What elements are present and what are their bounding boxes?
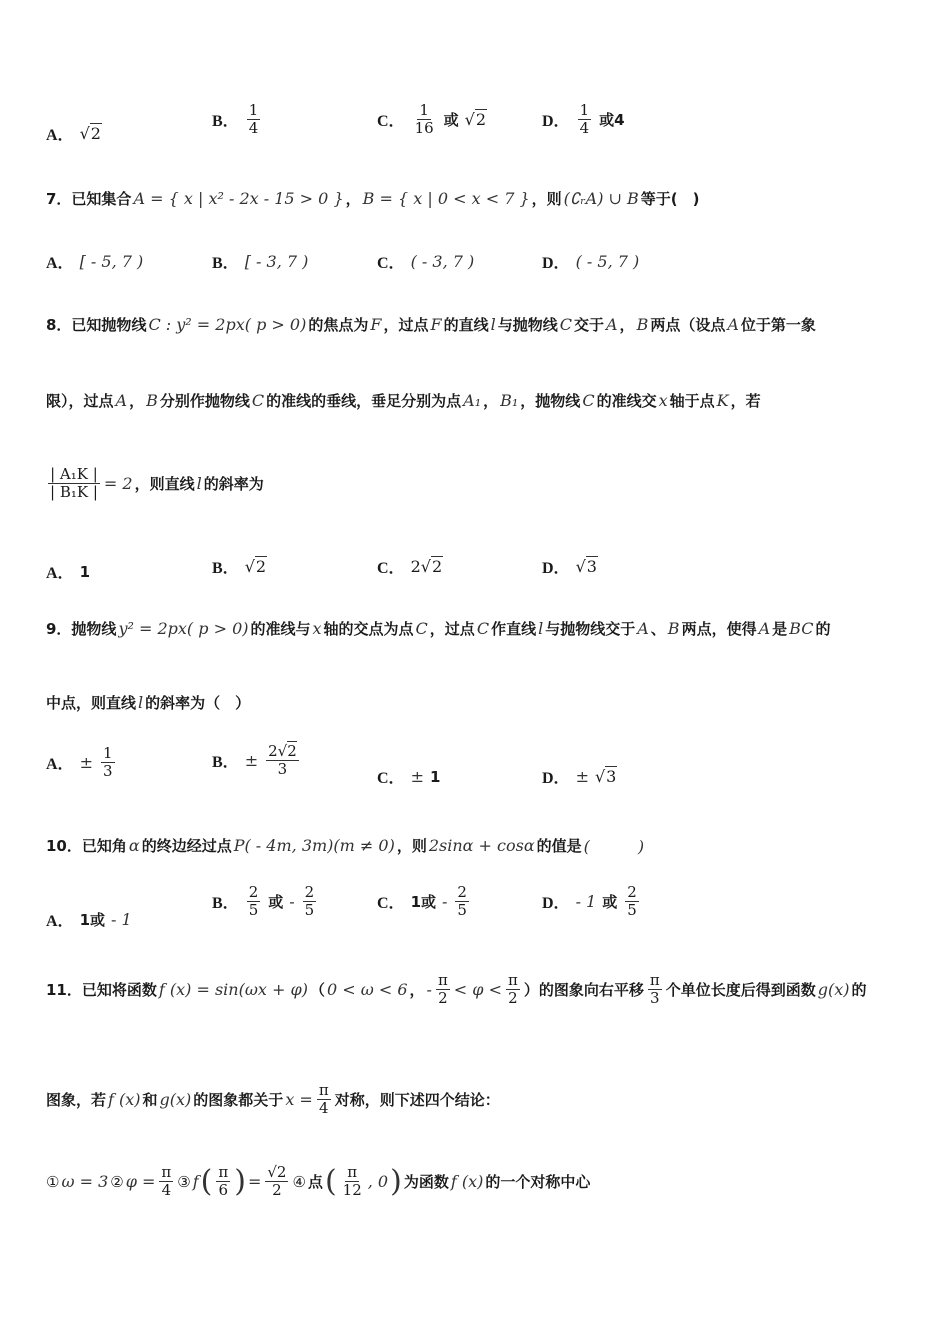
fraction: $\frac{2}{5}$ xyxy=(248,883,259,920)
q10-option-d: D． - 1 或 $\frac{2}{5}$ xyxy=(542,883,637,920)
q6-option-d: D． $\frac{1}{4}$ 或4 xyxy=(542,101,625,138)
q9-option-a: A． ± $\frac{1}{3}$ xyxy=(46,744,113,781)
q10-option-a: A． 1或 - 1 xyxy=(46,910,132,930)
fraction: $\frac{\pi}{6}$ xyxy=(218,1163,229,1200)
fraction: $\frac{\pi}{2}$ xyxy=(437,971,448,1008)
fraction: $\frac{√2}{2}$ xyxy=(267,1163,287,1200)
q10-option-b: B． $\frac{2}{5}$ 或 - $\frac{2}{5}$ xyxy=(212,883,315,920)
fraction: $\frac{1}{16}$ xyxy=(414,101,434,138)
q7-option-b: B． [ - 3, 7 ) xyxy=(212,252,309,272)
q7-stem: 7．已知集合 A = { x | x² - 2x - 15 > 0 } ， B = { x | 0 < x < 7 } ，则 (∁ᵣA) ∪ B 等于( ) xyxy=(46,189,700,208)
sqrt: √2 xyxy=(464,110,487,130)
fraction: $\frac{\pi}{4}$ xyxy=(161,1163,172,1200)
sqrt: √2 xyxy=(244,557,267,576)
q9-option-c: C． ± 1 xyxy=(377,767,441,787)
sqrt: √2 xyxy=(79,124,101,143)
fraction: $\frac{\pi}{4}$ xyxy=(318,1081,329,1118)
fraction: $\frac{2√2}{3}$ xyxy=(268,742,297,779)
q8-option-c: C． 2√2 xyxy=(377,557,443,577)
q10-option-c: C． 1或 - $\frac{2}{5}$ xyxy=(377,883,467,920)
sqrt: 2√2 xyxy=(410,557,443,576)
q8-stem-line1: 8．已知抛物线 C : y² = 2px( p > 0) 的焦点为 F ，过点 F 的直线 l 与抛物线 C 交于 A ， B 两点（设点 A 位于第一象 xyxy=(46,315,816,334)
q8-option-d: D． √3 xyxy=(542,557,597,577)
q10-stem: 10．已知角 α 的终边经过点 P( - 4m, 3m)(m ≠ 0) ，则 2sinα + cosα 的值是 ( ) xyxy=(46,836,645,856)
q7-option-c: C． ( - 3, 7 ) xyxy=(377,252,475,272)
fraction: $\frac{1}{4}$ xyxy=(248,101,259,138)
fraction: $\frac{\pi}{3}$ xyxy=(649,971,660,1008)
q9-option-b: B． ± $\frac{2√2}{3}$ xyxy=(212,742,297,779)
fraction: $\frac{2}{5}$ xyxy=(457,883,467,920)
q8-option-b: B． √2 xyxy=(212,557,267,577)
q8-option-a: A． 1 xyxy=(46,562,90,582)
q11-conclusions: ① ω = 3 ② φ = $\frac{\pi}{4}$ ③ f ( $\frac{\pi}{6}$ ) = $\frac{√2}{2}$ ④ 点 ( $\frac{\pi}{12}$ , 0 ) 为函数 f (x) 的一个对称中心 xyxy=(46,1163,591,1200)
fraction: $\frac{2}{5}$ xyxy=(304,883,315,920)
fraction: $\frac{\pi}{2}$ xyxy=(507,971,518,1008)
q6-option-a: A． √2 xyxy=(46,124,101,144)
q9-option-d: D． ± √3 xyxy=(542,767,617,787)
q7-option-a: A． [ - 5, 7 ) xyxy=(46,252,144,272)
sqrt: √3 xyxy=(575,557,597,576)
q9-stem-line2: 中点，则直线 l 的斜率为（ ） xyxy=(46,693,251,712)
q11-stem-line2: 图象，若 f (x) 和 g(x) 的图象都关于 x = $\frac{\pi}{4}$ 对称，则下述四个结论： xyxy=(46,1081,500,1118)
q6-option-c: C． $\frac{1}{16}$ 或 √2 xyxy=(377,101,487,138)
fraction: $\frac{2}{5}$ xyxy=(627,883,637,920)
q7-option-d: D． ( - 5, 7 ) xyxy=(542,252,640,272)
fraction: $\frac{1}{3}$ xyxy=(102,744,113,781)
q8-stem-line2: 限），过点 A ， B 分别作抛物线 C 的准线的垂线，垂足分别为点 A₁ ， B₁ ，抛物线 C 的准线交 x 轴于点 K ，若 xyxy=(46,391,761,410)
q8-stem-line3: $\frac{\text{| A₁K |}}{\text{| B₁K |}}$ = 2 ，则直线 l 的斜率为 xyxy=(50,465,264,502)
sqrt: √3 xyxy=(594,767,617,786)
fraction: $\frac{\text{| A₁K |}}{\text{| B₁K |}}$ xyxy=(50,465,98,502)
fraction: $\frac{1}{4}$ xyxy=(579,101,590,138)
q9-stem-line1: 9．抛物线 y² = 2px( p > 0) 的准线与 x 轴的交点为点 C ，过点 C 作直线 l 与抛物线交于 A 、 B 两点，使得 A 是 BC 的 xyxy=(46,619,831,638)
q6-option-b: B． $\frac{1}{4}$ xyxy=(212,101,259,138)
fraction: $\frac{\pi}{12}$ xyxy=(342,1163,362,1200)
q11-stem-line1: 11．已知将函数 f (x) = sin(ωx + φ) （ 0 < ω < 6 ， - $\frac{\pi}{2}$ < φ < $\frac{\pi}{2}$ ）的图象向右平移 $\frac{\pi}{3}$ 个单位长度后得到函数 g(x) 的 xyxy=(46,971,867,1008)
